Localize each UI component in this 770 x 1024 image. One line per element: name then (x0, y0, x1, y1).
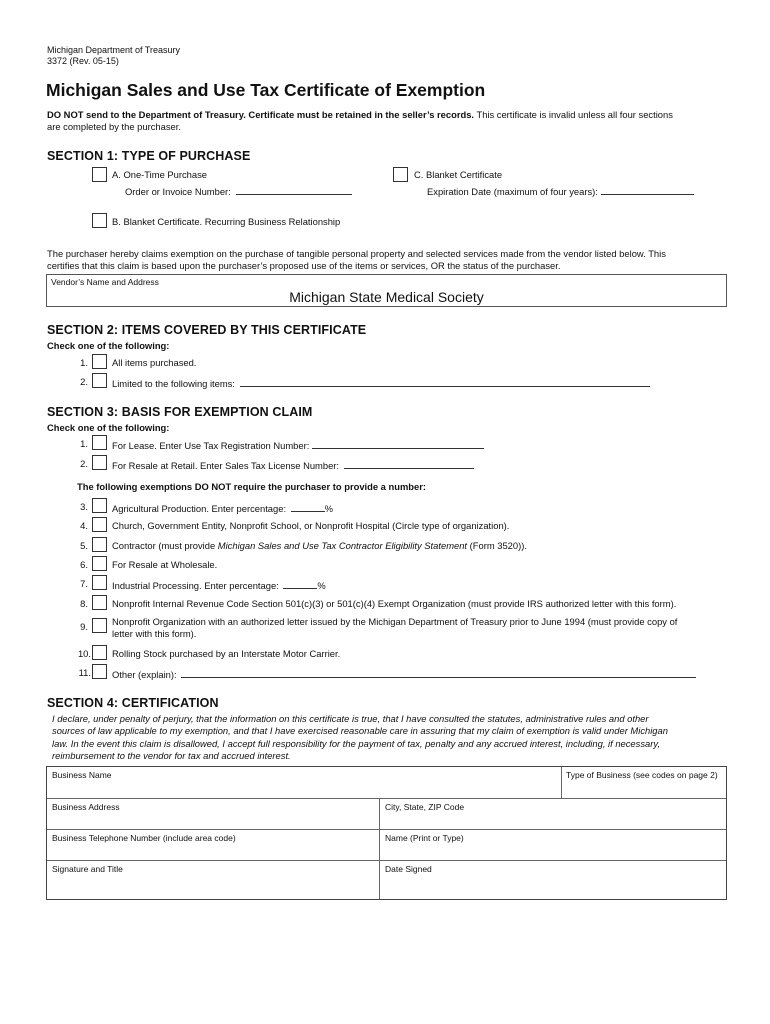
agricultural-percent-sign: % (324, 503, 334, 514)
resale-wholesale-checkbox[interactable] (92, 556, 107, 571)
s3-item6-num: 6. (80, 559, 88, 570)
industrial-percent-sign: % (317, 580, 326, 591)
signature-label: Signature and Title (52, 864, 123, 874)
limited-items-checkbox[interactable] (92, 373, 107, 388)
for-lease-checkbox[interactable] (92, 435, 107, 450)
rolling-stock-checkbox[interactable] (92, 645, 107, 660)
form-title: Michigan Sales and Use Tax Certificate of Exemption (46, 80, 486, 100)
agricultural-label: Agricultural Production. Enter percentage: (112, 503, 287, 514)
for-lease-field[interactable] (112, 438, 484, 451)
church-government-checkbox[interactable] (92, 517, 107, 532)
resale-wholesale-label: For Resale at Wholesale. (112, 559, 218, 570)
claim-line1: The purchaser hereby claims exemption on the purchase of tangible personal property and selected services made from the vendor listed below. This (47, 248, 666, 259)
city-state-zip-label: City, State, ZIP Code (385, 802, 465, 812)
section1-heading: SECTION 1: TYPE OF PURCHASE (47, 149, 251, 163)
declaration (52, 713, 668, 762)
agricultural-checkbox[interactable] (92, 498, 107, 513)
form-id: 3372 (Rev. 05-15) (47, 56, 119, 66)
section2-heading: SECTION 2: ITEMS COVERED BY THIS CERTIFICATE (47, 323, 367, 337)
s3-item1-num: 1. (80, 438, 88, 449)
recurring-blanket-label: B. Blanket Certificate. Recurring Business Relationship (112, 216, 341, 227)
resale-retail-label: For Resale at Retail. Enter Sales Tax License Number: (112, 460, 340, 471)
nonprofit-letter-line2: letter with this form). (112, 628, 197, 639)
contractor-label-pre: Contractor (must provide (112, 540, 218, 551)
one-time-purchase-label: A. One-Time Purchase (112, 169, 207, 180)
s3-item4-num: 4. (80, 520, 88, 531)
declaration-line4: reimbursement to the vendor for tax and accrued interest. (52, 749, 291, 761)
recurring-blanket-checkbox[interactable] (92, 213, 107, 228)
all-items-label: All items purchased. (112, 357, 197, 368)
nonprofit-501c-label: Nonprofit Internal Revenue Code Section 501(c)(3) or 501(c)(4) Exempt Organization (must provide IRS authorized letter with this form). (112, 598, 677, 609)
section3-heading: SECTION 3: BASIS FOR EXEMPTION CLAIM (47, 405, 313, 419)
resale-retail-field[interactable] (112, 458, 474, 471)
notice (47, 109, 737, 120)
rolling-stock-label: Rolling Stock purchased by an Interstate Motor Carrier. (112, 648, 341, 659)
industrial-processing-label: Industrial Processing. Enter percentage: (112, 580, 279, 591)
section3-check-one: Check one of the following: (47, 422, 170, 433)
declaration-line1: I declare, under penalty of perjury, that the information on this certificate is true, that I have consulted the statutes, administrative rules and other (52, 713, 649, 724)
limited-items-line[interactable] (240, 376, 650, 387)
notice-rest: This certificate is invalid unless all four sections (474, 109, 673, 120)
signature-field[interactable] (47, 861, 379, 899)
for-lease-label: For Lease. Enter Use Tax Registration Number: (112, 440, 310, 451)
name-print-label: Name (Print or Type) (385, 833, 464, 843)
other-explain-line[interactable] (181, 667, 696, 678)
industrial-percentage-line[interactable] (283, 578, 317, 589)
industrial-processing-checkbox[interactable] (92, 575, 107, 590)
other-label: Other (explain): (112, 669, 177, 680)
order-number-line[interactable] (236, 184, 352, 195)
use-tax-registration-line[interactable] (312, 438, 484, 449)
city-state-zip-field[interactable] (380, 799, 726, 829)
contractor-label (112, 540, 527, 551)
business-address-label: Business Address (52, 802, 120, 812)
vendor-value: Michigan State Medical Society (289, 289, 484, 305)
vendor-box[interactable] (46, 274, 727, 307)
agricultural-percentage-line[interactable] (291, 501, 325, 512)
blanket-certificate-label: C. Blanket Certificate (414, 169, 503, 180)
business-name-label: Business Name (52, 770, 112, 780)
date-signed-field[interactable] (380, 861, 726, 899)
telephone-field[interactable] (47, 830, 379, 860)
certification-table (46, 766, 727, 900)
section4-heading: SECTION 4: CERTIFICATION (47, 696, 219, 710)
section2-check-one: Check one of the following: (47, 340, 170, 351)
s3-item9-num: 9. (80, 621, 88, 632)
contractor-checkbox[interactable] (92, 537, 107, 552)
agricultural-field[interactable] (112, 501, 333, 514)
s3-item5-num: 5. (80, 540, 88, 551)
no-number-note: The following exemptions DO NOT require the purchaser to provide a number: (77, 481, 427, 492)
one-time-purchase-checkbox[interactable] (92, 167, 107, 182)
agency-name: Michigan Department of Treasury (47, 45, 181, 55)
order-number-label: Order or Invoice Number: (125, 186, 231, 197)
business-address-field[interactable] (47, 799, 379, 829)
vendor-label: Vendor’s Name and Address (51, 277, 159, 287)
expiration-date-line[interactable] (601, 184, 694, 195)
sales-tax-license-line[interactable] (344, 458, 474, 469)
nonprofit-letter-line1: Nonprofit Organization with an authorized letter issued by the Michigan Department of Treasury prior to June 1994 (must provide copy of (112, 616, 678, 627)
name-print-field[interactable] (380, 830, 726, 860)
limited-items-field[interactable] (112, 376, 650, 389)
contractor-statement-title: Michigan Sales and Use Tax Contractor Eligibility Statement (217, 540, 468, 551)
other-field[interactable] (112, 667, 696, 680)
church-government-label: Church, Government Entity, Nonprofit School, or Nonprofit Hospital (Circle type of organization). (112, 520, 510, 531)
s3-item3-num: 3. (80, 501, 88, 512)
business-name-field[interactable] (47, 767, 561, 798)
business-type-label: Type of Business (see codes on page 2) (566, 770, 718, 780)
s3-item7-num: 7. (80, 578, 88, 589)
contractor-label-post: (Form 3520)). (467, 540, 527, 551)
declaration-line3: law. In the event this claim is disallowed, I accept full responsibility for the payment of tax, penalty and any accrued interest, including, if necessary, (52, 737, 660, 749)
all-items-checkbox[interactable] (92, 354, 107, 369)
date-signed-label: Date Signed (385, 864, 432, 874)
order-number-field[interactable] (125, 184, 352, 197)
expiration-date-field[interactable] (427, 184, 694, 197)
nonprofit-501c-checkbox[interactable] (92, 595, 107, 610)
claim-line2: certifies that this claim is based upon the purchaser’s proposed use of the items or services, OR the status of the purchaser. (47, 260, 561, 271)
s3-item10-num: 10. (77, 648, 91, 659)
s3-item8-num: 8. (80, 598, 88, 609)
s3-item11-num: 11. (78, 667, 91, 678)
declaration-line2: sources of law applicable to my exemption, and that I have exercised reasonable care in assuring that my claim of exemption is valid under Michigan (52, 725, 668, 737)
notice-line2: are completed by the purchaser. (47, 121, 181, 132)
s2-item1-num: 1. (80, 357, 88, 368)
telephone-label: Business Telephone Number (include area code) (52, 833, 236, 843)
expiration-date-label: Expiration Date (maximum of four years): (427, 186, 598, 197)
limited-items-label: Limited to the following items: (112, 378, 235, 389)
s3-item2-num: 2. (80, 458, 88, 469)
industrial-processing-field[interactable] (112, 578, 326, 591)
notice-bold: DO NOT send to the Department of Treasury. Certificate must be retained in the seller’s records. (47, 109, 475, 120)
resale-retail-checkbox[interactable] (92, 455, 107, 470)
business-type-field[interactable] (562, 767, 726, 798)
other-checkbox[interactable] (92, 664, 107, 679)
blanket-certificate-checkbox[interactable] (393, 167, 408, 182)
s2-item2-num: 2. (80, 376, 88, 387)
nonprofit-letter-checkbox[interactable] (92, 618, 107, 633)
